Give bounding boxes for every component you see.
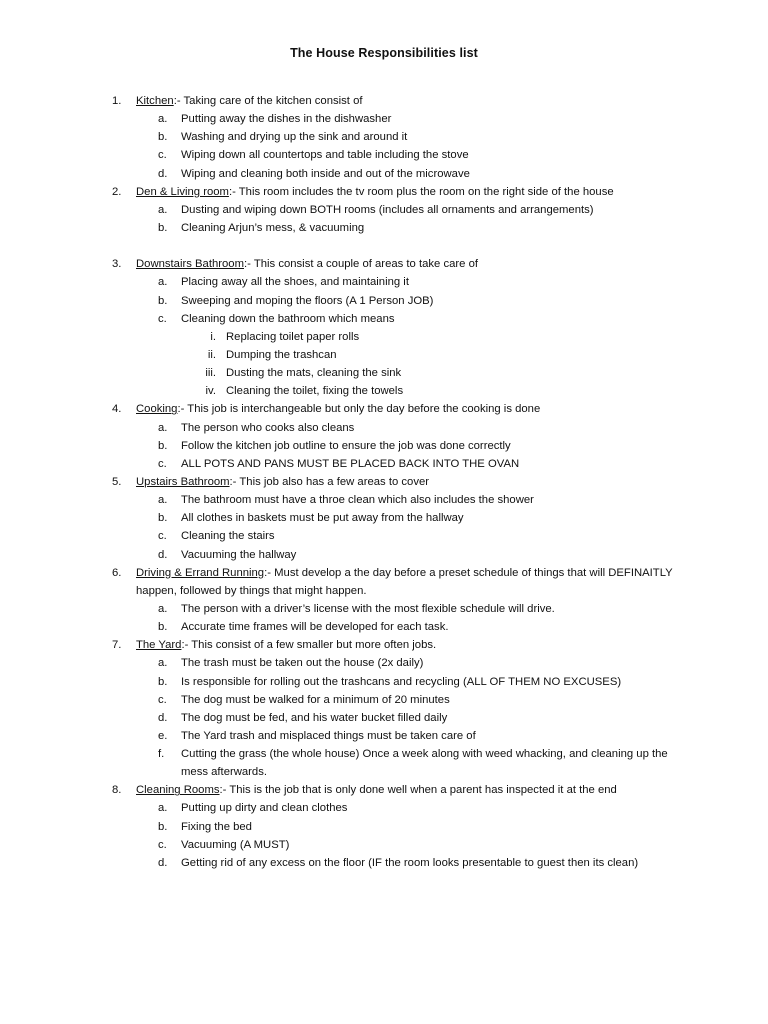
sub-item: [0, 292, 768, 310]
item-number: 4.: [112, 403, 122, 416]
section-heading: Cooking: [136, 403, 178, 416]
sub-item: [0, 273, 768, 291]
sub-item-mark: b.: [158, 512, 168, 525]
item-number: 8.: [112, 784, 122, 797]
sub-item: [0, 654, 768, 672]
sub-item: [0, 509, 768, 527]
sub-item: [0, 455, 768, 473]
sub-item-text: Cleaning down the bathroom which means: [181, 312, 395, 325]
nested-sub-item: [0, 364, 768, 382]
nested-sub-item-mark: iv.: [205, 385, 216, 398]
nested-sub-item-mark: iii.: [205, 367, 216, 380]
item-number: 6.: [112, 566, 122, 579]
item-number: 2.: [112, 185, 122, 198]
sub-item-text: Cutting the grass (the whole house) Once a week along with weed whacking, and cleaning up the: [181, 748, 668, 761]
sub-item: [0, 437, 768, 455]
section-description: :- Must develop a the day before a preset schedule of things that will DEFINAITLY: [264, 566, 673, 579]
nested-sub-item: [0, 328, 768, 346]
sub-item-mark: b.: [158, 621, 168, 634]
sub-item-text: Is responsible for rolling out the trashcans and recycling (ALL OF THEM NO EXCUSES): [181, 675, 622, 688]
sub-item-mark: d.: [158, 711, 168, 724]
sub-item-text: Fixing the bed: [181, 820, 252, 833]
item-number: 7.: [112, 639, 122, 652]
sub-item-mark: a.: [158, 113, 168, 126]
section-heading: Driving & Errand Running: [136, 566, 265, 579]
sub-item-text: Follow the kitchen job outline to ensure the job was done correctly: [181, 439, 511, 452]
nested-sub-item-text: Dusting the mats, cleaning the sink: [226, 367, 402, 380]
sub-item-text: Vacuuming (A MUST): [181, 838, 290, 851]
sub-item-mark: c.: [158, 530, 167, 543]
sub-item-mark: c.: [158, 457, 167, 470]
sub-item-mark: c.: [158, 838, 167, 851]
sub-item: [0, 745, 768, 763]
sub-item: [0, 310, 768, 328]
sub-item: [0, 818, 768, 836]
sub-item-mark: a.: [158, 203, 168, 216]
sub-item: [0, 419, 768, 437]
sub-item: [0, 527, 768, 545]
sub-item-mark: b.: [158, 131, 168, 144]
list-item: [0, 781, 768, 799]
nested-sub-item-mark: ii.: [207, 348, 216, 361]
sub-item-text: Getting rid of any excess on the floor (IF the room looks presentable to guest then its clean): [181, 856, 639, 869]
list-item: [0, 400, 768, 418]
sub-item: [0, 491, 768, 509]
section-description: :- This job is interchangeable but only the day before the cooking is done: [177, 403, 541, 416]
item-number: 5.: [112, 475, 122, 488]
sub-item: [0, 618, 768, 636]
sub-item: [0, 201, 768, 219]
section-description: :- This consist a couple of areas to take care of: [244, 258, 479, 271]
sub-item-mark: c.: [158, 693, 167, 706]
sub-item-text: The person who cooks also cleans: [181, 421, 355, 434]
section-description-continued: happen, followed by things that might happen.: [136, 584, 367, 597]
sub-item-text: Accurate time frames will be developed for each task.: [181, 621, 449, 634]
sub-item: [0, 836, 768, 854]
nested-sub-item-text: Dumping the trashcan: [226, 348, 337, 361]
sub-item: [0, 165, 768, 183]
sub-item: [0, 146, 768, 164]
sub-item-mark: c.: [158, 149, 167, 162]
sub-item-mark: b.: [158, 294, 168, 307]
list-item-continuation: [0, 582, 768, 600]
sub-item-text: The dog must be fed, and his water bucket filled daily: [181, 711, 448, 724]
section-description: :- This consist of a few smaller but more often jobs.: [181, 639, 437, 652]
section-heading: Kitchen: [136, 95, 174, 107]
list-item: [0, 564, 768, 582]
sub-item-text: The person with a driver’s license with the most flexible schedule will drive.: [181, 602, 555, 615]
list-item: [0, 183, 768, 201]
sub-item-text: Washing and drying up the sink and around it: [181, 131, 408, 144]
page-title: The House Responsibilities list: [290, 46, 478, 60]
nested-sub-item-text: Replacing toilet paper rolls: [226, 330, 360, 343]
sub-item-mark: b.: [158, 675, 168, 688]
sub-item-continuation: [0, 763, 768, 781]
sub-item-text: Dusting and wiping down BOTH rooms (includes all ornaments and arrangements): [181, 203, 594, 216]
sub-item-text: Vacuuming the hallway: [181, 548, 297, 561]
section-heading: Downstairs Bathroom: [136, 258, 244, 271]
sub-item-mark: b.: [158, 439, 168, 452]
sub-item-text-continued: mess afterwards.: [181, 766, 268, 779]
responsibilities-list: [0, 92, 768, 872]
section-heading: Den & Living room: [136, 185, 229, 198]
section-description: :- Taking care of the kitchen consist of: [173, 95, 363, 107]
sub-item-mark: a.: [158, 802, 168, 815]
sub-item-text: Wiping down all countertops and table including the stove: [181, 149, 469, 162]
nested-sub-item-mark: i.: [210, 330, 216, 343]
sub-item-text: Sweeping and moping the floors (A 1 Person JOB): [181, 294, 434, 307]
nested-sub-item: [0, 346, 768, 364]
sub-item-mark: b.: [158, 820, 168, 833]
sub-item-text: ALL POTS AND PANS MUST BE PLACED BACK INTO THE OVAN: [181, 457, 520, 470]
sub-item-mark: d.: [158, 856, 168, 869]
sub-item-mark: c.: [158, 312, 167, 325]
sub-item-mark: e.: [158, 729, 168, 742]
section-description: :- This is the job that is only done well when a parent has inspected it at the end: [219, 784, 617, 797]
sub-item: [0, 600, 768, 618]
sub-item-mark: b.: [158, 221, 168, 234]
sub-item: [0, 110, 768, 128]
sub-item-text: The bathroom must have a throe clean which also includes the shower: [181, 494, 534, 507]
section-heading: Upstairs Bathroom: [136, 475, 230, 488]
sub-item-mark: a.: [158, 602, 168, 615]
sub-item: [0, 727, 768, 745]
sub-item: [0, 709, 768, 727]
list-item: [0, 92, 768, 110]
sub-item-mark: a.: [158, 276, 168, 289]
sub-item: [0, 673, 768, 691]
sub-item-mark: d.: [158, 548, 168, 561]
list-item: [0, 636, 768, 654]
item-number: 3.: [112, 258, 122, 271]
nested-sub-item-text: Cleaning the toilet, fixing the towels: [226, 385, 404, 398]
sub-item-text: Wiping and cleaning both inside and out of the microwave: [181, 167, 470, 180]
sub-item: [0, 546, 768, 564]
sub-item-text: The trash must be taken out the house (2x daily): [181, 657, 424, 670]
sub-item-text: Cleaning Arjun’s mess, & vacuuming: [181, 221, 365, 234]
sub-item: [0, 799, 768, 817]
sub-item-mark: a.: [158, 494, 168, 507]
blank-line: [0, 237, 768, 255]
list-item: [0, 255, 768, 273]
list-item: [0, 473, 768, 491]
sub-item-mark: a.: [158, 421, 168, 434]
sub-item-mark: f.: [158, 748, 165, 761]
sub-item: [0, 128, 768, 146]
section-description: :- This room includes the tv room plus the room on the right side of the house: [228, 185, 614, 198]
sub-item-text: The dog must be walked for a minimum of 20 minutes: [181, 693, 450, 706]
sub-item: [0, 219, 768, 237]
sub-item: [0, 854, 768, 872]
sub-item-mark: a.: [158, 657, 168, 670]
section-heading: The Yard: [136, 639, 182, 652]
sub-item-text: Putting away the dishes in the dishwasher: [181, 113, 392, 126]
sub-item-text: The Yard trash and misplaced things must be taken care of: [181, 729, 476, 742]
sub-item: [0, 691, 768, 709]
section-heading: Cleaning Rooms: [136, 784, 220, 797]
nested-sub-item: [0, 382, 768, 400]
sub-item-text: Cleaning the stairs: [181, 530, 275, 543]
section-description: :- This job also has a few areas to cover: [229, 475, 430, 488]
sub-item-mark: d.: [158, 167, 168, 180]
sub-item-text: Placing away all the shoes, and maintaining it: [181, 276, 409, 289]
sub-item-text: Putting up dirty and clean clothes: [181, 802, 348, 815]
item-number: 1.: [112, 95, 122, 107]
sub-item-text: All clothes in baskets must be put away from the hallway: [181, 512, 464, 525]
